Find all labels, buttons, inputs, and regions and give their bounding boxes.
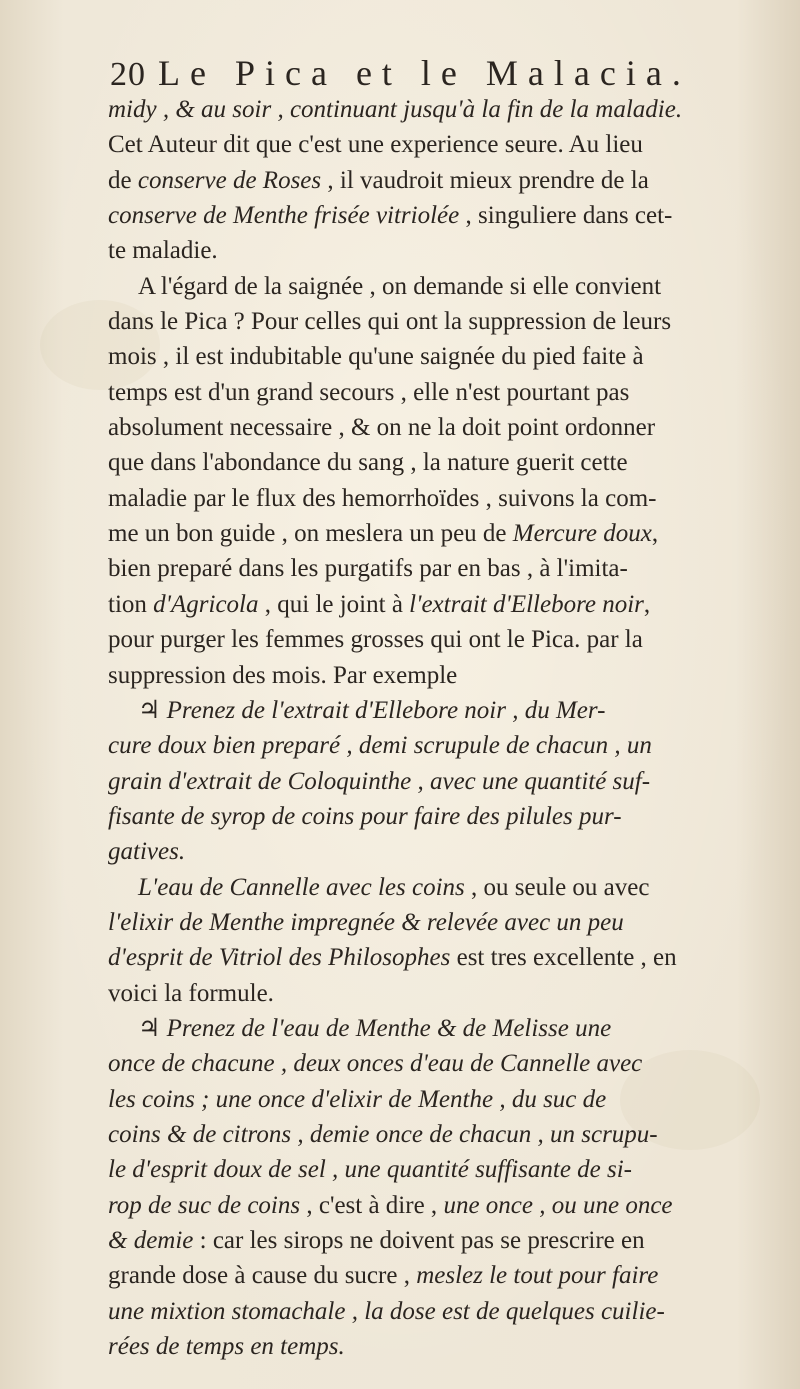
roman-text: , singuliere dans cet- [459, 202, 673, 230]
roman-text: est tres excellente , en [450, 944, 677, 972]
text-line [108, 481, 768, 516]
italic-text: fisante de syrop de coins pour faire des pilules pur- [108, 802, 622, 830]
roman-text: maladie par le flux des hemorrhoïdes , suivons la com- [108, 484, 657, 512]
italic-text: les coins ; une once d'elixir de Menthe , du suc de [108, 1085, 607, 1113]
text-line [108, 1117, 768, 1152]
roman-text: suppression des mois. Par exemple [108, 661, 458, 689]
body-text [108, 92, 768, 1364]
text-line [108, 410, 768, 445]
italic-text: conserve de Roses [137, 166, 322, 194]
text-line [108, 1011, 768, 1046]
roman-text: , ou seule ou avec [464, 873, 650, 901]
running-title: Le Pica et le Malacia. [158, 53, 691, 93]
text-line [108, 622, 768, 657]
italic-text: l'elixir de Menthe impregnée & relevée avec un peu [108, 908, 624, 936]
text-line [108, 233, 768, 268]
text-line [108, 658, 768, 693]
text-line [108, 445, 768, 480]
text-line [108, 728, 768, 763]
roman-text: grande dose à cause du sucre , [108, 1262, 417, 1290]
roman-text: dans le Pica ? Pour celles qui ont la suppression de leurs [108, 308, 672, 336]
text-line [108, 269, 768, 304]
text-line [108, 1188, 768, 1223]
roman-text: te maladie. [108, 237, 218, 265]
text-line [108, 870, 768, 905]
roman-text: absolument necessaire , & on ne la doit point ordonner [108, 414, 656, 442]
italic-text: une mixtion stomachale , la dose est de quelques cuilie- [108, 1297, 665, 1325]
italic-text: l'extrait d'Ellebore noir [409, 590, 644, 618]
page-header [110, 52, 730, 92]
text-line [108, 92, 768, 127]
roman-text: : car les sirops ne doivent pas se prescrire en [193, 1227, 645, 1254]
text-line [108, 799, 768, 834]
text-line [108, 905, 768, 940]
text-line [108, 375, 768, 410]
italic-text: d'esprit de Vitriol des Philosophes [108, 944, 451, 972]
text-line [108, 1152, 768, 1187]
italic-text: ♃ Prenez de l'extrait d'Ellebore noir , du Mer- [138, 696, 606, 724]
italic-text: coins & de citrons , demie once de chacun , un scrupu- [108, 1120, 658, 1148]
text-line [108, 1329, 768, 1364]
text-line [108, 1294, 768, 1329]
italic-text: meslez le tout pour faire [416, 1262, 659, 1290]
italic-text: & demie [108, 1227, 194, 1254]
text-line [108, 516, 768, 551]
text-line [108, 127, 768, 162]
text-line [108, 163, 768, 198]
text-line [108, 304, 768, 339]
roman-text: temps est d'un grand secours , elle n'est pourtant pas [108, 378, 630, 406]
text-line [108, 1046, 768, 1081]
italic-text: le d'esprit doux de sel , une quantité suffisante de si- [108, 1156, 633, 1184]
roman-text: voici la formule. [108, 979, 274, 1007]
page-number: 20 [110, 56, 146, 93]
text-line [108, 198, 768, 233]
italic-text: ♃ Prenez de l'eau de Menthe & de Melisse une [138, 1014, 612, 1042]
text-line [108, 1223, 768, 1258]
text-line [108, 1258, 768, 1293]
italic-text: Mercure doux [512, 520, 652, 548]
text-line [108, 764, 768, 799]
roman-text: de [108, 166, 138, 194]
italic-text: grain d'extrait de Coloquinthe , avec une quantité suf- [108, 767, 651, 795]
roman-text: Cet Auteur dit que c'est une experience seure. Au lieu [108, 131, 643, 159]
italic-text: L'eau de Cannelle avec les coins [138, 873, 465, 901]
italic-text: cure doux bien preparé , demi scrupule de chacun , un [108, 732, 652, 760]
italic-text: once de chacune , deux onces d'eau de Cannelle avec [108, 1050, 643, 1078]
text-line [108, 834, 768, 869]
roman-text: , il vaudroit mieux prendre de la [321, 166, 649, 194]
italic-text: midy , & au soir , continuant jusqu'à la fin de la maladie. [108, 96, 683, 123]
roman-text: , qui le joint à [258, 590, 410, 618]
roman-text: mois , il est indubitable qu'une saignée du pied faite à [108, 343, 644, 371]
text-line [108, 976, 768, 1011]
italic-text: rop de suc de coins [108, 1191, 301, 1219]
italic-text: d'Agricola [153, 590, 259, 618]
roman-text: pour purger les femmes grosses qui ont le Pica. par la [108, 626, 643, 654]
roman-text: , [651, 520, 659, 548]
roman-text: me un bon guide , on meslera un peu de [108, 520, 513, 548]
text-line [108, 551, 768, 586]
italic-text: une once , ou une once [443, 1191, 673, 1219]
roman-text: , [643, 590, 651, 618]
roman-text: tion [108, 590, 154, 618]
roman-text: bien preparé dans les purgatifs par en bas , à l'imita- [108, 555, 628, 583]
text-line [108, 339, 768, 374]
text-line [108, 1082, 768, 1117]
italic-text: conserve de Menthe frisée vitriolée [108, 202, 460, 230]
roman-text: A l'égard de la saignée , on demande si elle convient [138, 272, 662, 300]
text-line [108, 693, 768, 728]
roman-text: , c'est à dire , [300, 1191, 444, 1219]
italic-text: rées de temps en temps. [108, 1333, 345, 1361]
text-line [108, 940, 768, 975]
italic-text: gatives. [108, 838, 186, 866]
roman-text: que dans l'abondance du sang , la nature guerit cette [108, 449, 628, 477]
text-line [108, 587, 768, 622]
